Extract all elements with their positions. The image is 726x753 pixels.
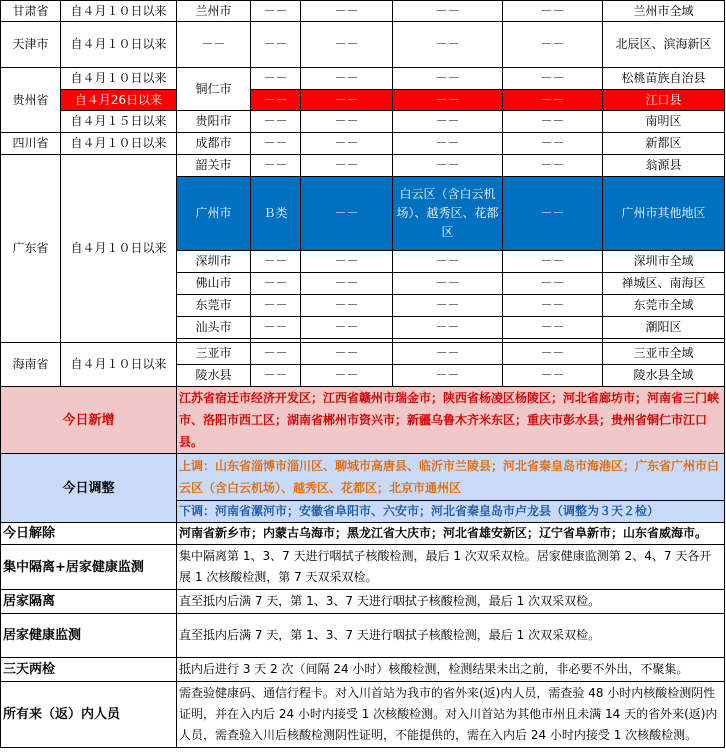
policy-text: 集中隔离第 1、3、7 天进行咽拭子核酸检测，最后 1 次双采双检。居家健康监测第 2、4、7 天各开展 1 次核酸检测，第 7 天双采双检。: [177, 545, 725, 590]
province-cell: 贵州省: [1, 68, 61, 133]
dash-cell: －－: [301, 1, 393, 22]
dash-cell: －－: [251, 273, 301, 295]
table-row: [1, 387, 725, 454]
area-cell: 陵水县全域: [603, 365, 725, 387]
dash-cell: －－: [251, 68, 301, 90]
area-cell: 翁源县: [603, 155, 725, 177]
dash-cell: －－: [393, 22, 503, 68]
table-row: [1, 343, 725, 365]
since-cell: 自４月１０日以来: [61, 22, 177, 68]
city-cell: 东莞市: [177, 295, 251, 317]
dash-cell: －－: [251, 22, 301, 68]
policy-label: 集中隔离+居家健康监测: [1, 545, 177, 590]
dash-cell: －－: [301, 68, 393, 90]
table-row: [1, 155, 725, 177]
dash-cell: －－: [393, 251, 503, 273]
policy-text: 直至抵内后满 7 天，第 1、3、7 天进行咽拭子核酸检测，最后 1 次双采双检。: [177, 590, 725, 614]
city-cell: 铜仁市: [177, 68, 251, 111]
policy-label: 居家健康监测: [1, 614, 177, 658]
dash-cell: －－: [393, 1, 503, 22]
new-today-text: 江苏省宿迁市经济开发区；江西省赣州市瑞金市；陕西省杨凌区杨陵区；河北省廊坊市；河南省三门峡市、洛阳市西工区；湖南省郴州市资兴市；新疆乌鲁木齐米东区；重庆市彭水县；贵州省铜仁市江口县。: [177, 387, 725, 454]
table-row: [1, 90, 725, 111]
area-cell: 兰州市全域: [603, 1, 725, 22]
dash-cell: －－: [503, 365, 603, 387]
dash-cell: －－: [301, 155, 393, 177]
dash-cell: －－: [301, 177, 393, 251]
since-cell: 自４月１５日以来: [61, 111, 177, 133]
city-cell: 深圳市: [177, 251, 251, 273]
dash-cell: －－: [393, 295, 503, 317]
city-cell: 陵水县: [177, 365, 251, 387]
dash-cell: －－: [393, 273, 503, 295]
city-cell: －－: [177, 22, 251, 68]
dash-cell: －－: [251, 133, 301, 155]
province-cell: 天津市: [1, 22, 61, 68]
dash-cell: －－: [251, 90, 301, 111]
table-row: [1, 682, 725, 748]
dash-cell: －－: [251, 317, 301, 339]
policy-label: 居家隔离: [1, 590, 177, 614]
area-cell: 南明区: [603, 111, 725, 133]
area-cell: 松桃苗族自治县: [603, 68, 725, 90]
city-cell: 贵阳市: [177, 111, 251, 133]
city-cell: 三亚市: [177, 343, 251, 365]
dash-cell: －－: [503, 295, 603, 317]
dash-cell: －－: [251, 251, 301, 273]
since-cell: 自４月１０日以来: [61, 1, 177, 22]
since-cell: 自４月26日以来: [61, 90, 177, 111]
dash-cell: －－: [503, 1, 603, 22]
city-cell: 成都市: [177, 133, 251, 155]
dash-cell: －－: [301, 317, 393, 339]
dash-cell: －－: [503, 273, 603, 295]
policy-label: 三天两检: [1, 658, 177, 682]
area-cell: 白云区（含白云机场）、越秀区、花都区: [393, 177, 503, 251]
dash-cell: －－: [393, 68, 503, 90]
class-cell: Ｂ类: [251, 177, 301, 251]
city-cell: 汕头市: [177, 317, 251, 339]
province-cell: 海南省: [1, 343, 61, 387]
dash-cell: －－: [503, 90, 603, 111]
dash-cell: －－: [301, 22, 393, 68]
area-cell: 潮阳区: [603, 317, 725, 339]
table-row: [1, 590, 725, 614]
area-cell: 新都区: [603, 133, 725, 155]
policy-text: 需查验健康码、通信行程卡。对入川首站为我市的省外来(返)内人员，需查验 48 小时内核酸检测阴性证明，并在入内后 24 小时内接受 1 次核酸检测。对入川首站为其他市州且未满 14 天的省外来(返)内人员，需查验入川后核酸检测阴性证明，不能提供的，需在入内后 24 小时内接受 1 次核酸检测。: [177, 682, 725, 748]
adjust-up-text: 上调：山东省淄博市淄川区、聊城市高唐县、临沂市兰陵县；河北省秦皇岛市海港区；广东省广州市白云区（含白云机场）、越秀区、花都区；北京市通州区: [177, 454, 725, 501]
since-cell: 自４月１０日以来: [61, 343, 177, 387]
dash-cell: －－: [503, 317, 603, 339]
city-cell: 广州市: [177, 177, 251, 251]
dash-cell: －－: [301, 111, 393, 133]
area-cell: 广州市其他地区: [603, 177, 725, 251]
policy-label: 所有来（返）内人员: [1, 682, 177, 748]
table-row: [1, 1, 725, 22]
dash-cell: －－: [251, 343, 301, 365]
table-row: [1, 68, 725, 90]
dash-cell: －－: [503, 251, 603, 273]
adjust-today-label: 今日调整: [1, 454, 177, 523]
province-cell: 广东省: [1, 155, 61, 343]
province-cell: 甘肃省: [1, 1, 61, 22]
dash-cell: －－: [251, 155, 301, 177]
dash-cell: －－: [503, 177, 603, 251]
dash-cell: －－: [301, 365, 393, 387]
table-row: [1, 454, 725, 501]
dash-cell: －－: [301, 343, 393, 365]
policy-text: 抵内后进行 3 天 2 次（间隔 24 小时）核酸检测，检测结果未出之前，非必要不外出，不聚集。: [177, 658, 725, 682]
dash-cell: －－: [301, 295, 393, 317]
dash-cell: －－: [393, 317, 503, 339]
area-cell: 江口县: [603, 90, 725, 111]
dash-cell: －－: [301, 133, 393, 155]
table-row: [1, 133, 725, 155]
dash-cell: －－: [393, 111, 503, 133]
dash-cell: －－: [393, 365, 503, 387]
since-cell: 自４月１０日以来: [61, 155, 177, 343]
city-cell: 韶关市: [177, 155, 251, 177]
dash-cell: －－: [393, 155, 503, 177]
table-row: [1, 22, 725, 68]
dash-cell: －－: [251, 295, 301, 317]
dash-cell: －－: [393, 90, 503, 111]
area-cell: 东莞市全域: [603, 295, 725, 317]
area-cell: 深圳市全域: [603, 251, 725, 273]
dash-cell: －－: [503, 68, 603, 90]
dash-cell: －－: [301, 273, 393, 295]
since-cell: 自４月１０日以来: [61, 68, 177, 90]
dash-cell: －－: [503, 111, 603, 133]
dash-cell: －－: [503, 133, 603, 155]
dash-cell: －－: [251, 1, 301, 22]
dash-cell: －－: [251, 111, 301, 133]
table-row: [1, 614, 725, 658]
dash-cell: －－: [301, 90, 393, 111]
table-row: [1, 545, 725, 590]
area-cell: 三亚市全域: [603, 343, 725, 365]
table-row: [1, 658, 725, 682]
city-cell: 佛山市: [177, 273, 251, 295]
dash-cell: －－: [251, 365, 301, 387]
dash-cell: －－: [503, 343, 603, 365]
area-cell: 禅城区、南海区: [603, 273, 725, 295]
policy-text: 直至抵内后满 7 天，第 1、3、7 天进行咽拭子核酸检测，最后 1 次双采双检。: [177, 614, 725, 658]
area-cell: 北辰区、滨海新区: [603, 22, 725, 68]
dash-cell: －－: [393, 343, 503, 365]
table-row: [1, 523, 725, 545]
city-cell: 兰州市: [177, 1, 251, 22]
lift-today-label: 今日解除: [1, 523, 177, 545]
new-today-label: 今日新增: [1, 387, 177, 454]
dash-cell: －－: [503, 22, 603, 68]
dash-cell: －－: [503, 155, 603, 177]
lift-today-text: 河南省新乡市；内蒙古乌海市；黑龙江省大庆市；河北省雄安新区；辽宁省阜新市；山东省威海市。: [177, 523, 725, 545]
adjust-down-text: 下调：河南省漯河市；安徽省阜阳市、六安市；河北省秦皇岛市卢龙县（调整为３天２检）: [177, 501, 725, 523]
dash-cell: －－: [393, 133, 503, 155]
table-row: [1, 111, 725, 133]
since-cell: 自４月１０日以来: [61, 133, 177, 155]
dash-cell: －－: [301, 251, 393, 273]
province-cell: 四川省: [1, 133, 61, 155]
